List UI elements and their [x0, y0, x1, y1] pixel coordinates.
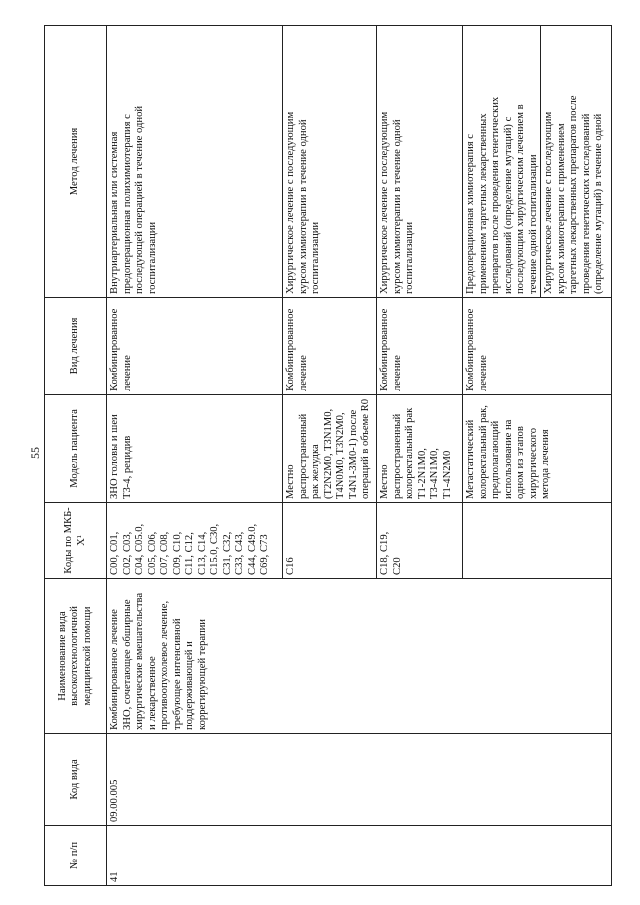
- treatment-type: Комбинированное лечение: [283, 298, 377, 395]
- row-name: Комбинированное лечение ЗНО, сочетающее обширные хирургические вмешательства и лекарственное противоопухолевое лечение, требующее интенсивной поддерживающей и коррегирующей терапии: [107, 579, 612, 734]
- treatment-method: Внутриартериальная или системная предоперационная полихимиотерапия с последующей операцией в течение одной госпитализации: [107, 26, 283, 298]
- mkb-codes: С18, С19, С20: [377, 503, 463, 579]
- patient-model: ЗНО головы и шеи Т3-4, рецидив: [107, 395, 283, 503]
- rotated-table-container: [44, 26, 612, 886]
- row-number: 41: [107, 826, 612, 886]
- table-header-row: [45, 26, 107, 886]
- header-name: Наименование вида высокотехнологичной медицинской помощи: [45, 579, 107, 734]
- header-mkb: Коды по МКБ-Х¹: [45, 503, 107, 579]
- treatment-type: Комбинированное лечение: [463, 298, 612, 395]
- patient-model: Метастатический колоректальный рак, предполагающий использование на одном из этапов хирургического метода лечения: [463, 395, 612, 503]
- patient-model: Местно распространенный колоректальный рак T1-2N1M0, T3-4N1M0, T1-4N2M0: [377, 395, 463, 503]
- patient-model: Местно распространенный рак желудка (T2N2M0, T3N1M0, T4N0M0, T3N2M0, T4N1-3M0-1) после операций в объеме R0: [283, 395, 377, 503]
- header-type: Вид лечения: [45, 298, 107, 395]
- page-number: 55: [28, 447, 42, 459]
- mkb-codes: С00, С01, С02, С03, С04, С05.0, С05, С06, С07, С08, С09, С10, С11, С12, С13, С14, С15.0, С30, С31, С32, С33, С43, С44, С49.0, С69, С73: [107, 503, 283, 579]
- treatment-type: Комбинированное лечение: [107, 298, 283, 395]
- treatment-table: [44, 25, 612, 886]
- treatment-method: Хирургическое лечение с последующим курсом химиотерапии в течение одной госпитализации: [283, 26, 377, 298]
- table-row: [107, 26, 283, 886]
- treatment-type: Комбинированное лечение: [377, 298, 463, 395]
- header-code: Код вида: [45, 734, 107, 826]
- treatment-method: [463, 26, 612, 298]
- treatment-method: Хирургическое лечение с последующим курсом химиотерапии в течение одной госпитализации: [377, 26, 463, 298]
- mkb-codes: [463, 503, 612, 579]
- header-model: Модель пациента: [45, 395, 107, 503]
- mkb-codes: С16: [283, 503, 377, 579]
- treatment-method-primary: Предоперационная химиотерапия с применением таргетных лекарственных препаратов после проведения генетических исследований (определение мутаций) с последующим хирургическим лечением в течение одной госпитализации: [465, 96, 539, 294]
- header-num: № п/п: [45, 826, 107, 886]
- row-code: 09.00.005: [107, 734, 612, 826]
- treatment-method-secondary: Хирургическое лечение с последующим курсом химиотерапии с применением таргетных лекарственных препаратов после проведения генетических исследований (определение мутаций) в течение одной: [540, 26, 608, 297]
- header-method: Метод лечения: [45, 26, 107, 298]
